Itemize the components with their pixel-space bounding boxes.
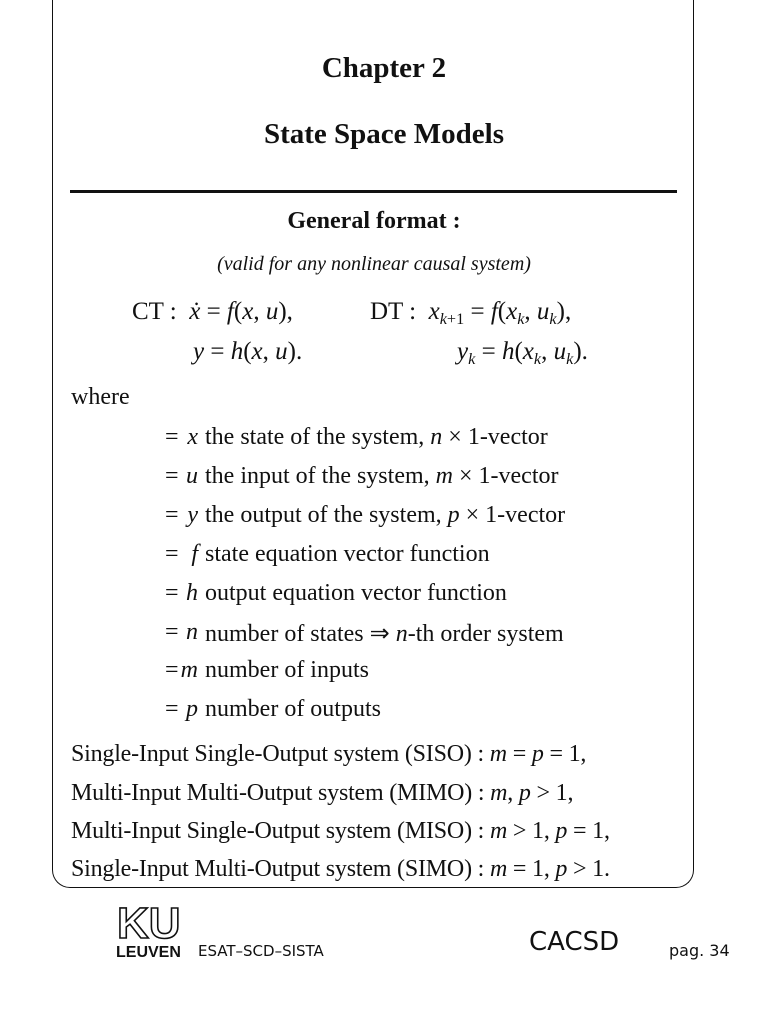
- definition-symbol: y: [187, 502, 198, 528]
- definition-text: state equation vector function: [205, 541, 490, 567]
- definition-symbol: h: [186, 580, 198, 606]
- where-label: where: [71, 384, 130, 410]
- page-title: State Space Models: [263, 118, 505, 150]
- course-label: CACSD: [529, 927, 620, 957]
- chapter-heading: Chapter 2: [321, 52, 447, 84]
- ku-leuven-logo: [115, 898, 191, 964]
- system-type-label: Multi-Input Single-Output system (MISO) :: [71, 818, 485, 844]
- system-type-row: Single-Input Multi-Output system (SIMO) : m = 1, p > 1.: [71, 856, 610, 882]
- ku-leuven-logo-icon: [115, 898, 191, 960]
- section-note: (valid for any nonlinear causal system): [217, 253, 531, 275]
- svg-text:KU: KU: [117, 899, 181, 948]
- system-type-row: Multi-Input Multi-Output system (MIMO) : m, p > 1,: [71, 780, 574, 806]
- definition-text: the output of the system,: [205, 502, 442, 528]
- section-heading: General format :: [287, 208, 461, 234]
- department-label: ESAT–SCD–SISTA: [198, 942, 324, 960]
- definition-text: the state of the system,: [205, 424, 425, 450]
- definition-text: number of outputs: [205, 696, 381, 722]
- system-type-label: Single-Input Single-Output system (SISO) :: [71, 741, 484, 767]
- dt-state-equation: DT : $x_{k+1} = f(x_k$, $u_k$),: [370, 298, 572, 328]
- definition-symbol: n: [186, 619, 198, 645]
- system-type-label: Single-Input Multi-Output system (SIMO) :: [71, 856, 485, 882]
- definition-text: number of inputs: [205, 657, 369, 683]
- definition-symbol: x: [187, 424, 198, 450]
- definition-symbol: p: [186, 696, 198, 722]
- system-type-row: Multi-Input Single-Output system (MISO) : m > 1, p = 1,: [71, 818, 610, 844]
- definition-text: the input of the system,: [205, 463, 430, 489]
- system-type-label: Multi-Input Multi-Output system (MIMO) :: [71, 780, 485, 806]
- ct-state-equation: CT : ẋ = f(x, u),: [132, 298, 293, 325]
- title-divider: [70, 190, 677, 193]
- definition-text: output equation vector function: [205, 580, 507, 606]
- page-number: pag. 34: [669, 941, 730, 960]
- dt-output-equation: $y_k = h(x_k$, $u_k$).: [457, 338, 588, 368]
- svg-text:LEUVEN: LEUVEN: [116, 944, 181, 960]
- definition-text: number of states: [205, 621, 364, 647]
- definition-symbol: f: [191, 541, 198, 567]
- dt-label: DT :: [370, 298, 417, 325]
- system-type-row: Single-Input Single-Output system (SISO) : m = p = 1,: [71, 741, 587, 767]
- ct-output-equation: y = h(x, u).: [193, 338, 303, 365]
- definition-symbol: u: [186, 463, 198, 489]
- definition-symbol: m: [180, 657, 198, 683]
- ct-label: CT :: [132, 298, 177, 325]
